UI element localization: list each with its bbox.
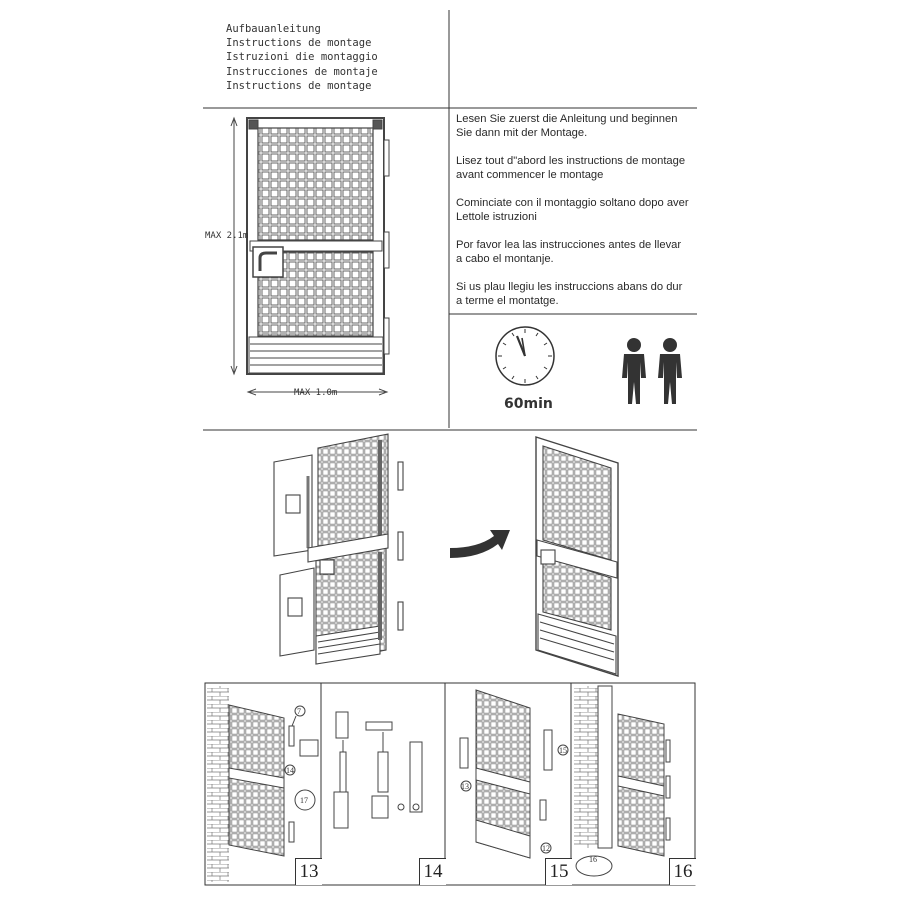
step-14-diagram xyxy=(334,712,422,828)
width-dimension-label: MAX 1.0m xyxy=(294,388,338,398)
callout-15: 15 xyxy=(559,746,567,755)
title-ca: Instructions de montage xyxy=(226,79,372,92)
title-de: Aufbauanleitung xyxy=(226,23,321,35)
callout-7: 7 xyxy=(297,707,301,716)
instruction-fr: Lisez tout d"abord les instructions de montage avant commencer le montage xyxy=(456,155,686,181)
step-number-15: 15 xyxy=(545,858,572,885)
step-16-diagram xyxy=(574,686,670,876)
title-fr: Instructions de montage xyxy=(226,37,372,50)
instruction-de: Lesen Sie zuerst die Anleitung und beginnen Sie dann mit der Montage. xyxy=(456,113,678,139)
instruction-it: Cominciate con il montaggio soltano dopo aver Lettole istruzioni xyxy=(456,197,689,223)
step-13-diagram xyxy=(207,686,318,882)
callout-13: 13 xyxy=(461,782,469,791)
title-it: Istruzioni die montaggio xyxy=(226,51,378,64)
callout-16: 16 xyxy=(589,855,597,864)
title-es: Instrucciones de montaje xyxy=(226,65,378,78)
callout-14: 14 xyxy=(286,766,294,775)
step-number-14: 14 xyxy=(419,858,446,885)
callout-12: 12 xyxy=(542,844,550,853)
instruction-ca: Si us plau llegiu les instruccions abans do dur a terme el montatge. xyxy=(456,281,683,307)
assembly-time: 60min xyxy=(504,396,553,412)
height-dimension-label: MAX 2.1m xyxy=(205,231,249,241)
step-number-13: 13 xyxy=(295,858,322,885)
step-15-diagram xyxy=(460,690,568,858)
instruction-es: Por favor lea las instrucciones antes de llevar a cabo el montanje. xyxy=(456,239,682,265)
callout-17: 17 xyxy=(300,796,308,805)
step-number-16: 16 xyxy=(669,858,696,885)
